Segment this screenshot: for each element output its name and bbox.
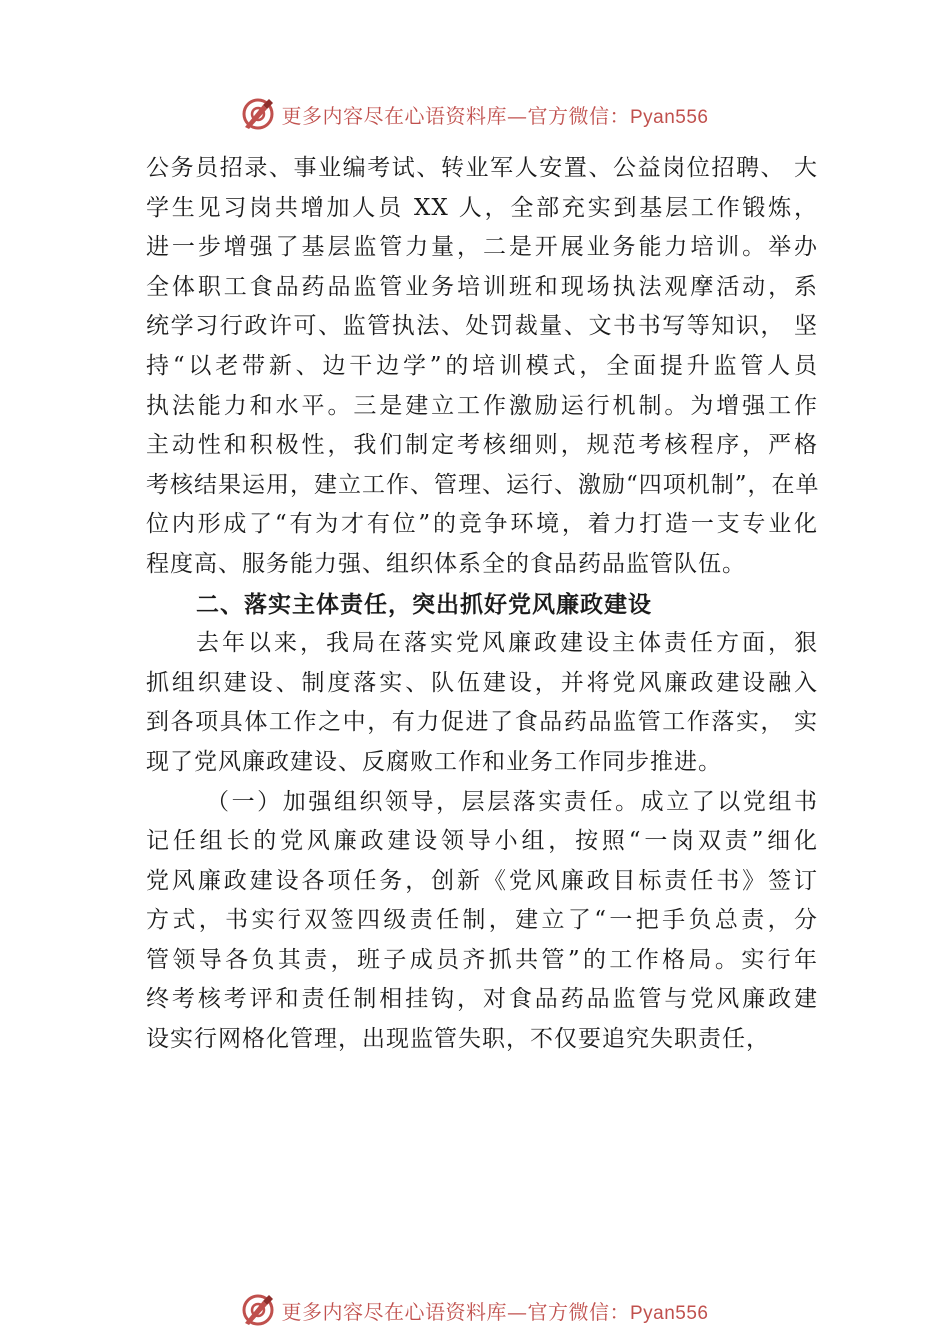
para3-line: 终考核考评和责任制相挂钩，对食品药品监管与党风廉政建 — [146, 986, 818, 1013]
footer-watermark — [0, 1290, 950, 1330]
para3-line: （一）加强组织领导，层层落实责任。成立了以党组书 — [206, 788, 818, 815]
para3-line: 方式，书实行双签四级责任制，建立了“一把手负总责，分 — [146, 907, 818, 934]
body-line: 持“以老带新、边干边学”的培训模式，全面提升监管人员 — [146, 352, 818, 379]
pen-logo-icon — [241, 97, 275, 131]
body-line: 进一步增强了基层监管力量，二是开展业务能力培训。举办 — [146, 234, 818, 261]
section-heading: 二、落实主体责任，突出抓好党风廉政建设 — [196, 590, 652, 618]
footer-watermark-cn: 更多内容尽在心语资料库 — [281, 1299, 507, 1324]
footer-watermark-wechat-id: Pyan556 — [629, 1302, 709, 1324]
para2-line: 去年以来，我局在落实党风廉政建设主体责任方面，狠 — [196, 630, 818, 657]
header-watermark — [0, 94, 950, 134]
para3-line: 管领导各负其责，班子成员齐抓共管”的工作格局。实行年 — [146, 946, 818, 973]
body-line: 程度高、服务能力强、组织体系全的食品药品监管队伍。 — [146, 550, 746, 577]
footer-watermark-separator: — — [506, 1299, 528, 1324]
header-watermark-wechat-id: Pyan556 — [629, 106, 709, 128]
para2-line: 到各项具体工作之中，有力促进了食品药品监管工作落实， 实 — [146, 709, 818, 736]
footer-watermark-official: 官方微信： — [527, 1299, 630, 1324]
para3-line: 记任组长的党风廉政建设领导小组，按照“一岗双责”细化 — [146, 828, 818, 855]
body-line: 全体职工食品药品监管业务培训班和现场执法观摩活动，系 — [146, 273, 818, 300]
header-watermark-separator: — — [506, 103, 528, 128]
body-line: 公务员招录、事业编考试、转业军人安置、公益岗位招聘、 大 — [146, 155, 818, 181]
pen-logo-icon — [241, 1293, 275, 1327]
para2-line: 抓组织建设、制度落实、队伍建设，并将党风廉政建设融入 — [146, 669, 818, 696]
body-line: 执法能力和水平。三是建立工作激励运行机制。为增强工作 — [146, 392, 818, 419]
header-watermark-cn: 更多内容尽在心语资料库 — [281, 103, 507, 128]
para3-line: 设实行网格化管理，出现监管失职，不仅要追究失职责任， — [146, 1026, 770, 1053]
footer-watermark-text — [281, 1296, 708, 1325]
para2-line: 现了党风廉政建设、反腐败工作和业务工作同步推进。 — [146, 748, 722, 775]
para3-line: 党风廉政建设各项任务，创新《党风廉政目标责任书》签订 — [146, 867, 818, 894]
header-watermark-official: 官方微信： — [527, 103, 630, 128]
document-body — [146, 149, 818, 1060]
body-line: 学生见习岗共增加人员 XX 人，全部充实到基层工作锻炼， — [146, 194, 818, 221]
body-line: 统学习行政许可、监管执法、处罚裁量、文书书写等知识， 坚 — [146, 313, 818, 340]
header-watermark-text — [281, 100, 708, 129]
body-line: 考核结果运用，建立工作、管理、运行、激励“四项机制”，在单 — [146, 471, 820, 498]
body-line: 主动性和积极性，我们制定考核细则，规范考核程序，严格 — [146, 432, 818, 459]
body-line: 位内形成了“有为才有位”的竞争环境，着力打造一支专业化 — [146, 511, 818, 538]
